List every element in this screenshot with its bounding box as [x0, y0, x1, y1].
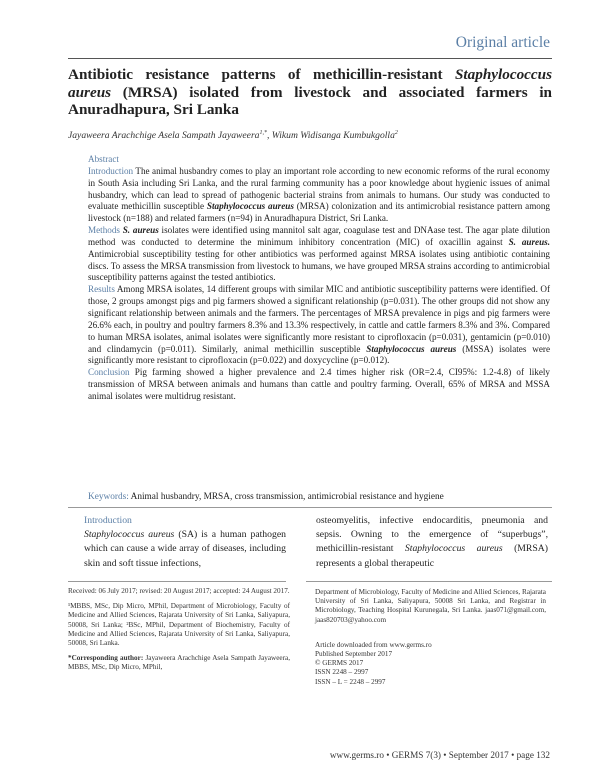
introduction-label: Introduction	[88, 165, 134, 176]
conclusion-label: Conclusion	[88, 367, 130, 378]
author-1: Jayaweera Arachchige Asela Sampath Jayaweera	[68, 130, 260, 142]
author-2-affiliation: 2	[394, 130, 398, 136]
corresponding-label: *Corresponding author:	[68, 654, 144, 663]
page-footer: www.germs.ro • GERMS 7(3) • September 2017 • page 132	[329, 750, 550, 760]
title-part-2: (MRSA) isolated from livestock and associated farmers in Anuradhapura, Sri Lanka	[68, 83, 552, 118]
corresponding-author	[68, 654, 290, 672]
conclusion-text: Pig farming showed a higher prevalence and 2.4 times higher risk (OR=2.4, CI95%: 1.2-4.8) of likely transmission of MRSA between animals and humans than cattle and poultry farming. Overall, 65% of MRSA and MSSA animal isolates were multidrug resistant.	[88, 367, 550, 401]
introduction-left-text	[84, 528, 286, 571]
author-1-affiliation: 1,*	[259, 130, 267, 136]
methods-label: Methods	[88, 225, 120, 236]
abstract-results	[88, 284, 550, 367]
body-left-column	[84, 514, 286, 571]
abstract-conclusion	[88, 367, 550, 403]
methods-text-1: isolates were identified using mannitol salt agar, coagulase test and DNAase test. The agar plate dilution method was conducted to determine the minimum inhibitory concentration (MIC) of oxacillin against	[88, 225, 550, 247]
corresponding-text: Jayaweera Arachchige Asela Sampath Jayaweera, MBBS, MSc, Dip Micro, MPhil,	[68, 654, 291, 672]
methods-species-2: S. aureus.	[508, 236, 550, 247]
introduction-species: Staphylococcus aureus	[206, 201, 294, 212]
results-species: Staphylococcus aureus	[366, 343, 457, 354]
author-2: Wikum Widisanga Kumbukgolla	[271, 130, 395, 142]
body-right-column	[316, 514, 548, 571]
keywords-divider	[68, 507, 552, 508]
issn: ISSN 2248 – 2997	[315, 668, 369, 677]
download-source: Article downloaded from www.germs.ro	[315, 640, 432, 649]
copyright: © GERMS 2017	[315, 659, 364, 668]
top-divider	[68, 58, 552, 59]
received-dates: Received: 06 July 2017; revised: 20 August 2017; accepted: 24 August 2017.	[68, 587, 290, 595]
author-list	[68, 127, 552, 142]
introduction-heading: Introduction	[84, 515, 132, 526]
results-label: Results	[88, 284, 115, 295]
introduction-left-body: (SA) is a human pathogen which can cause a wide array of diseases, including skin and soft tissue infections,	[84, 529, 286, 569]
abstract-heading: Abstract	[88, 154, 119, 164]
corresponding-address: Department of Microbiology, Faculty of Medicine and Allied Sciences, Rajarata University of Sri Lanka, Saliyapura, 50008 Sri Lanka, and Registrar in Microbiology, Teaching Hospital Kurunegala, Sri Lanka. jaas071@gmail.com, jaas820703@yahoo.com	[315, 588, 546, 624]
issn-l: ISSN – L = 2248 – 2997	[315, 677, 386, 686]
footnotes-right	[315, 588, 546, 687]
keywords-text: Animal husbandry, MRSA, cross transmission, antimicrobial resistance and hygiene	[128, 492, 444, 502]
results-text-1: Among MRSA isolates, 14 different groups with similar MIC and antibiotic susceptibility patterns were identified. Of those, 2 groups amongst pigs and pig farmers showed a significant relationship (p=0.031). The other groups did not show any significant relationship between animals and the farmers. The percentages of MRSA prevalence in pigs and pig farmers were 26.6% each, in poultry and poultry farmers 8.3% and 13.3% respectively, in cattle and cattle farmers 8.3% and 3%. Compared to human MRSA isolates, animal isolates were significantly more resistant to ciprofloxacin (p=0.031), gentamicin (p=0.010) and clindamycin (p=0.011). Similarly, animal methicillin susceptible	[88, 284, 550, 354]
methods-text-2: Antimicrobial susceptibility testing for other antibiotics was performed against MRSA isolates using antibiotic containing discs. To assess the MRSA transmission from livestock to humans, we have grouped MRSA strains according to antimicrobial susceptibility patterns against the tested antibiotics.	[88, 248, 550, 283]
introduction-text-1: The animal husbandry comes to play an important role according to new economic reforms of the rural economy in South Asia including Sri Lanka, and the rural farming community has a poor knowledge about hygienic issues of animal husbandry, which can lead to spread of pathogenic bacterial strains from animals to humans. Our study was conducted to evaluate methicillin susceptible	[88, 165, 550, 212]
footnotes-left	[68, 587, 290, 679]
author-separator: ,	[266, 130, 272, 142]
abstract	[88, 154, 550, 403]
introduction-species: Staphylococcus aureus	[84, 529, 175, 541]
published-date: Published September 2017	[315, 650, 393, 659]
article-type-label: Original article	[455, 34, 550, 51]
title-species: Staphylococcus aureus	[68, 66, 552, 101]
keywords-label: Keywords:	[88, 492, 129, 502]
footnote-divider-left	[68, 581, 286, 582]
title-part-1: Antibiotic resistance patterns of methicillin-resistant	[68, 66, 443, 83]
introduction-right-species: Staphylococcus aureus	[404, 543, 503, 555]
results-text-2: (MSSA) isolates were significantly more resistant to ciprofloxacin (p=0.022) and doxycycline (p=0.012).	[88, 343, 550, 366]
keywords	[88, 491, 550, 503]
introduction-right-text-1: osteomyelitis, infective endocarditis, pneumonia and sepsis. Owning to the emergence of “superbugs”, methicillin-resistant	[316, 515, 548, 555]
abstract-methods	[88, 225, 550, 284]
introduction-text-2: (MRSA) colonization and its antimicrobial resistance pattern among livestock (n=188) and related farmers (n=94) in Anuradhapura District, Sri Lanka.	[88, 201, 550, 224]
author-affiliations: ¹MBBS, MSc, Dip Micro, MPhil, Department of Microbiology, Faculty of Medicine and Allied Sciences, Rajarata University of Sri Lanka, Saliyapura, 50008, Sri Lanka; ²BSc, MPhil, Department of Biochemistry, Faculty of Medicine and Allied Sciences, Rajarata University of Sri Lanka, Saliyapura, 50008, Sri Lanka.	[68, 602, 290, 648]
methods-species-1: S. aureus	[122, 225, 159, 236]
introduction-right-text-2: (MRSA) represents a global therapeutic	[316, 543, 548, 569]
article-title	[68, 66, 552, 119]
footnote-divider-right	[306, 581, 552, 582]
abstract-introduction	[88, 166, 550, 225]
